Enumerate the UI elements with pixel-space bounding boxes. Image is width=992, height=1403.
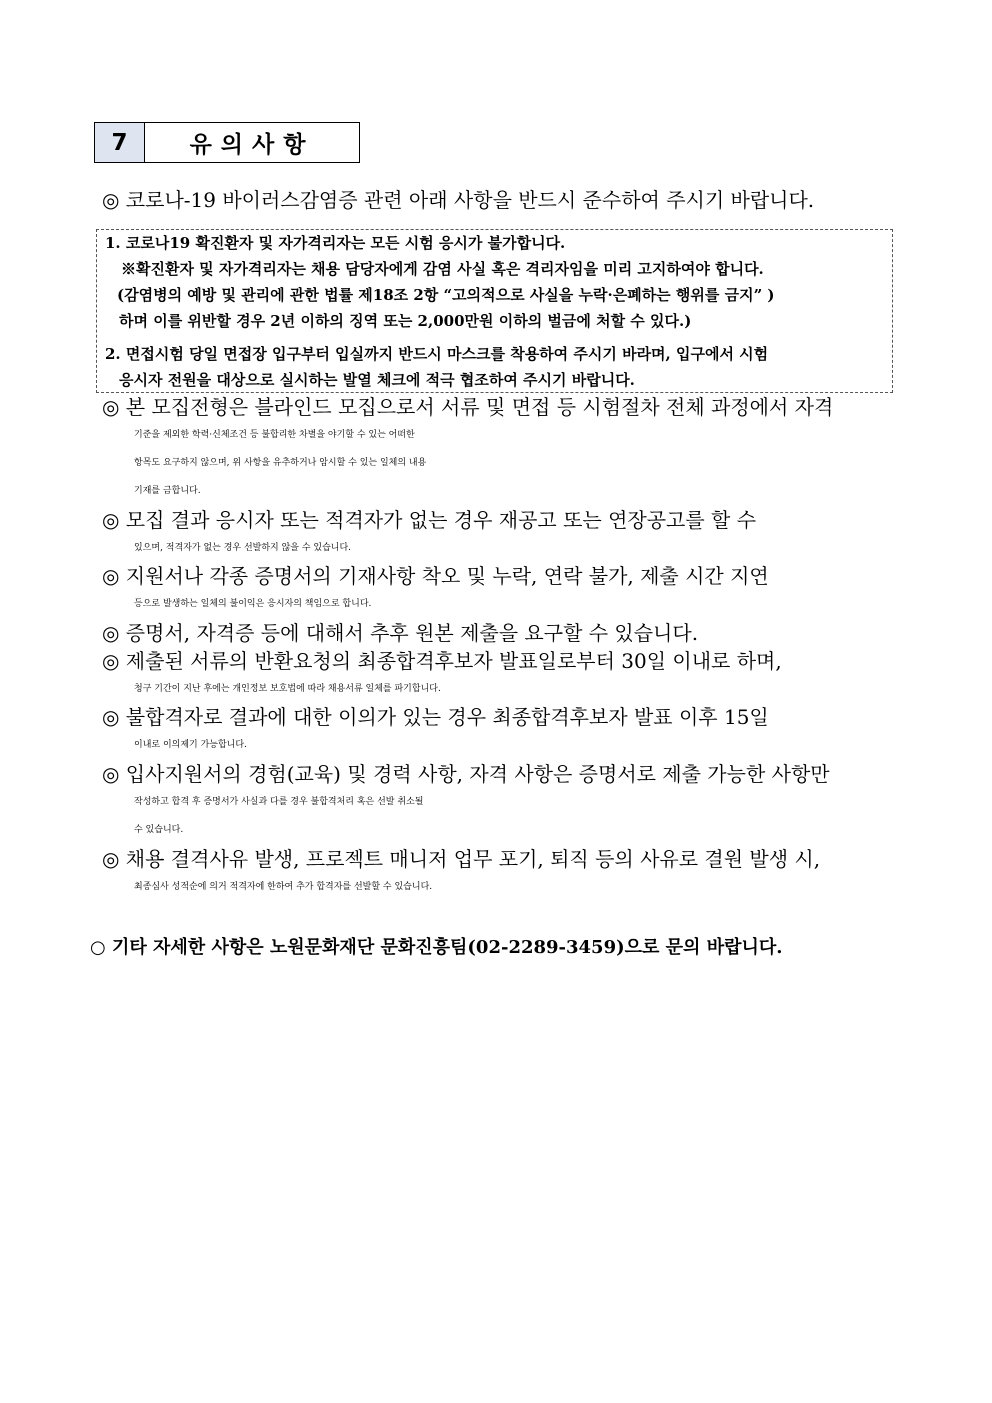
notice-item [102,619,906,647]
item-line: ◎ 불합격자로 결과에 대한 이의가 있는 경우 최종합격후보자 발표 이후 15일 [102,705,769,729]
item-line: 청구 기간이 지난 후에는 개인정보 보호법에 따라 채용서류 일체를 파기합니다. [134,684,441,694]
item-line: 기준을 제외한 학력·신체조건 등 불합리한 차별을 야기할 수 있는 어떠한 [134,430,415,440]
item-line: ◎ 증명서, 자격증 등에 대해서 추후 원본 제출을 요구할 수 있습니다. [102,621,699,645]
item-line: 기재를 금합니다. [134,486,201,496]
notice-line: 하며 이를 위반할 경우 2년 이하의 징역 또는 2,000만원 이하의 벌금에 처할 수 있다.) [119,312,692,330]
item-line: ◎ 모집 결과 응시자 또는 적격자가 없는 경우 재공고 또는 연장공고를 할 수 [102,508,757,532]
item-line: 작성하고 합격 후 증명서가 사실과 다를 경우 불합격처리 혹은 선발 취소될 [134,797,424,807]
notice-item [102,562,906,618]
section-number: 7 [95,123,145,162]
notice-item [102,845,906,901]
item-line: 항목도 요구하지 않으며, 위 사항을 유추하거나 암시할 수 있는 일체의 내용 [134,458,427,468]
item-line: 최종심사 성적순에 의거 적격자에 한하여 추가 합격자를 선발할 수 있습니다. [134,882,433,892]
notice-item [102,393,906,505]
notice-line: ※확진환자 및 자가격리자는 채용 담당자에게 감염 사실 혹은 격리자임을 미리 고지하여야 합니다. [121,260,764,278]
item-line: 이내로 이의제기 가능합니다. [134,740,247,750]
contact-footer: ○ 기타 자세한 사항은 노원문화재단 문화진흥팀(02-2289-3459)으로 문의 바랍니다. [90,937,783,958]
item-line: ◎ 입사지원서의 경험(교육) 및 경력 사항, 자격 사항은 증명서로 제출 가능한 사항만 [102,762,830,786]
notice-line: 1. 코로나19 확진환자 및 자가격리자는 모든 시험 응시가 불가합니다. [105,234,566,252]
notice-line: 응시자 전원을 대상으로 실시하는 발열 체크에 적극 협조하여 주시기 바랍니다. [119,371,635,389]
notice-item [102,647,906,703]
item-line: ◎ 채용 결격사유 발생, 프로젝트 매니저 업무 포기, 퇴직 등의 사유로 결원 발생 시, [102,847,821,871]
item-line: 등으로 발생하는 일체의 불이익은 응시자의 책임으로 합니다. [134,599,372,609]
covid-notice-box [96,229,893,393]
section-header [94,122,360,163]
section-title: 유의사항 [189,132,315,158]
notice-line: 2. 면접시험 당일 면접장 입구부터 입실까지 반드시 마스크를 착용하여 주시기 바라며, 입구에서 시험 [105,345,769,363]
notice-item [102,760,906,844]
notice-item [102,506,906,562]
notice-item [102,703,906,759]
item-line: ◎ 지원서나 각종 증명서의 기재사항 착오 및 누락, 연락 불가, 제출 시간 지연 [102,564,769,588]
notice-line: (감염병의 예방 및 관리에 관한 법률 제18조 2항 “고의적으로 사실을 누락·은폐하는 행위를 금지” ) [117,286,775,304]
intro-text: ◎ 코로나-19 바이러스감염증 관련 아래 사항을 반드시 준수하여 주시기 바랍니다. [102,188,815,212]
item-line: 수 있습니다. [134,825,184,835]
item-line: ◎ 제출된 서류의 반환요청의 최종합격후보자 발표일로부터 30일 이내로 하며, [102,649,782,673]
item-line: 있으며, 적격자가 없는 경우 선발하지 않을 수 있습니다. [134,543,352,553]
item-line: ◎ 본 모집전형은 블라인드 모집으로서 서류 및 면접 등 시험절차 전체 과정에서 자격 [102,395,834,419]
